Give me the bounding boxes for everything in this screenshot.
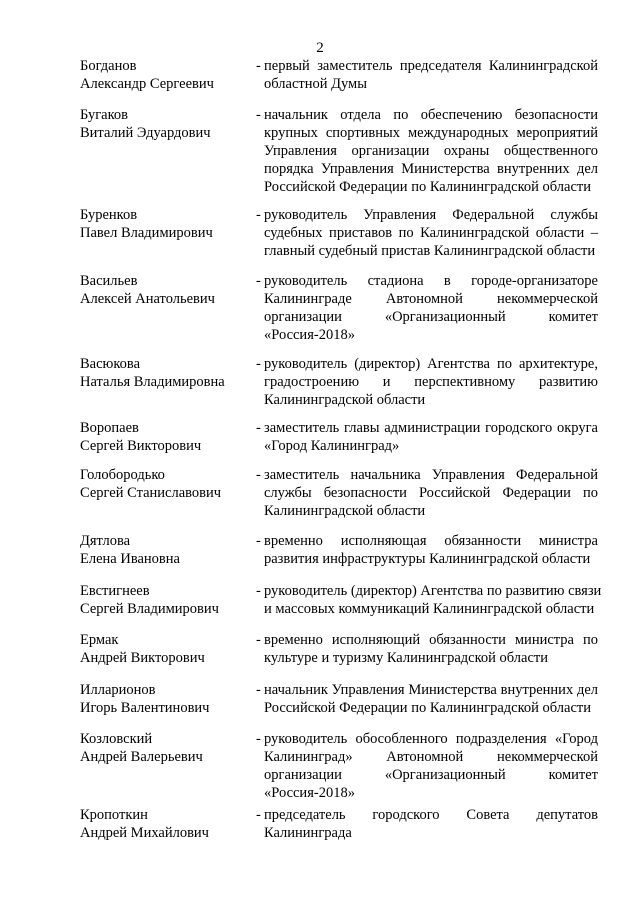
position-line: судебных приставов по Калининградской области – [264, 225, 598, 241]
position-line: временно исполняющая обязанности министра [264, 533, 598, 549]
dash-separator: - [256, 632, 261, 648]
member-given-names: Сергей Владимирович [80, 601, 219, 617]
position-line: заместитель главы администрации городского округа [264, 420, 598, 436]
member-surname: Евстигнеев [80, 583, 150, 599]
position-line: и массовых коммуникаций Калининградской области [264, 601, 595, 617]
member-surname: Богданов [80, 58, 137, 74]
member-position [264, 57, 598, 93]
position-line: руководитель обособленного подразделения «Город [264, 731, 598, 747]
member-name [80, 57, 250, 93]
position-line: крупных спортивных международных мероприятий [264, 125, 598, 141]
member-given-names: Андрей Валерьевич [80, 749, 203, 765]
dash-separator: - [256, 107, 261, 123]
member-name [80, 681, 250, 717]
position-line: председатель городского Совета депутатов [264, 807, 598, 823]
member-name [80, 631, 250, 667]
position-line: Российской Федерации по Калининградской области [264, 179, 592, 195]
position-line: «Город Калининград» [264, 438, 400, 454]
member-surname: Буренков [80, 207, 138, 223]
dash-separator: - [256, 682, 261, 698]
member-name [80, 532, 250, 568]
dash-separator: - [256, 467, 261, 483]
dash-separator: - [256, 273, 261, 289]
member-position [264, 106, 598, 196]
member-given-names: Павел Владимирович [80, 225, 213, 241]
member-name [80, 272, 250, 308]
member-position [264, 681, 598, 717]
dash-separator: - [256, 533, 261, 549]
member-name [80, 355, 250, 391]
position-line: руководитель (директор) Агентства по развитию связи [264, 583, 602, 599]
member-given-names: Елена Ивановна [80, 551, 180, 567]
member-position [264, 466, 598, 520]
position-line: главный судебный пристав Калининградской области [264, 243, 596, 259]
member-surname: Васильев [80, 273, 138, 289]
member-name [80, 466, 250, 502]
position-line: начальник Управления Министерства внутренних дел [264, 682, 598, 698]
member-position [264, 631, 598, 667]
position-line: порядка Управления Министерства внутренних дел [264, 161, 598, 177]
member-position [264, 806, 598, 842]
member-position [264, 419, 598, 455]
dash-separator: - [256, 807, 261, 823]
dash-separator: - [256, 420, 261, 436]
position-line: «Россия-2018» [264, 785, 355, 801]
position-line: руководитель (директор) Агентства по архитектуре, [264, 356, 598, 372]
member-given-names: Александр Сергеевич [80, 76, 214, 92]
position-line: Калининградской области [264, 392, 426, 408]
member-given-names: Игорь Валентинович [80, 700, 210, 716]
dash-separator: - [256, 583, 261, 599]
member-position [264, 272, 598, 344]
position-line: Российской Федерации по Калининградской области [264, 700, 592, 716]
member-surname: Ермак [80, 632, 119, 648]
member-name [80, 206, 250, 242]
member-given-names: Сергей Станиславович [80, 485, 222, 501]
position-line: Калининграда [264, 825, 352, 841]
position-line: руководитель стадиона в городе-организаторе [264, 273, 598, 289]
position-line: «Россия-2018» [264, 327, 355, 343]
page-number: 2 [316, 40, 324, 56]
member-given-names: Алексей Анатольевич [80, 291, 215, 307]
member-name [80, 582, 250, 618]
member-surname: Козловский [80, 731, 153, 747]
member-surname: Голобородько [80, 467, 165, 483]
position-line: областной Думы [264, 76, 367, 92]
position-line: развития инфраструктуры Калининградской области [264, 551, 591, 567]
member-surname: Бугаков [80, 107, 129, 123]
position-line: Калининград» Автономной некоммерческой [264, 749, 598, 765]
member-given-names: Андрей Михайлович [80, 825, 209, 841]
dash-separator: - [256, 58, 261, 74]
member-name [80, 419, 250, 455]
member-given-names: Виталий Эдуардович [80, 125, 211, 141]
member-surname: Илларионов [80, 682, 156, 698]
member-position [264, 582, 602, 618]
member-surname: Дятлова [80, 533, 131, 549]
member-name [80, 106, 250, 142]
dash-separator: - [256, 207, 261, 223]
member-given-names: Андрей Викторович [80, 650, 205, 666]
position-line: первый заместитель председателя Калининградской [264, 58, 598, 74]
position-line: организации «Организационный комитет [264, 309, 598, 325]
position-line: временно исполняющий обязанности министра по [264, 632, 598, 648]
member-position [264, 730, 598, 802]
dash-separator: - [256, 356, 261, 372]
position-line: руководитель Управления Федеральной службы [264, 207, 598, 223]
position-line: заместитель начальника Управления Федеральной [264, 467, 598, 483]
member-given-names: Наталья Владимировна [80, 374, 225, 390]
member-surname: Кропоткин [80, 807, 148, 823]
position-line: Калининграде Автономной некоммерческой [264, 291, 598, 307]
member-position [264, 532, 598, 568]
member-given-names: Сергей Викторович [80, 438, 202, 454]
dash-separator: - [256, 731, 261, 747]
position-line: начальник отдела по обеспечению безопасности [264, 107, 598, 123]
member-position [264, 355, 598, 409]
position-line: Управления организации охраны общественного [264, 143, 598, 159]
position-line: Калининградской области [264, 503, 426, 519]
position-line: градостроению и перспективному развитию [264, 374, 598, 390]
position-line: службы безопасности Российской Федерации по [264, 485, 598, 501]
position-line: культуре и туризму Калининградской области [264, 650, 548, 666]
member-name [80, 806, 250, 842]
member-surname: Васюкова [80, 356, 141, 372]
member-position [264, 206, 598, 260]
position-line: организации «Организационный комитет [264, 767, 598, 783]
member-name [80, 730, 250, 766]
member-surname: Воропаев [80, 420, 139, 436]
